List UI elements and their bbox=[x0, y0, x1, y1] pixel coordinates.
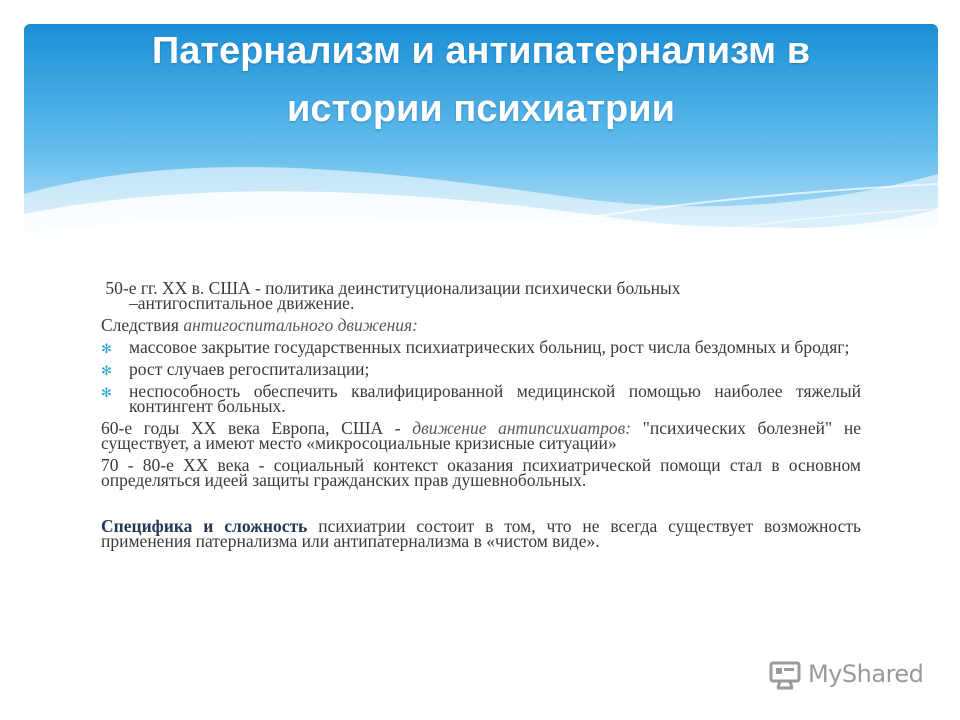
p1-line2: –антигоспитальное движение. bbox=[129, 293, 355, 313]
watermark-logo bbox=[768, 656, 923, 692]
p3-rest: "психических болезней" не существует, а имеют место «микросоциальные кризисные ситуации» bbox=[101, 418, 861, 453]
slide-body bbox=[101, 278, 861, 556]
p2-italic: антигоспитального движения: bbox=[183, 315, 418, 335]
paragraph-consequences bbox=[101, 315, 861, 335]
paragraph-60s bbox=[101, 418, 861, 453]
bullet-star-icon: ✻ bbox=[101, 363, 112, 378]
slide-title bbox=[24, 22, 938, 138]
paragraph-50s bbox=[101, 278, 861, 313]
p2-start: Следствия bbox=[101, 315, 184, 335]
paragraph-70s bbox=[101, 455, 861, 490]
title-line-2: истории психиатрии bbox=[287, 88, 675, 130]
watermark-text: MyShared bbox=[808, 660, 924, 688]
p4-text: 70 - 80-е XX века - социальный контекст оказания психиатрической помощи стал в основном определяться идеей защиты гражданских прав душевнобольных. bbox=[101, 455, 861, 490]
bullet-text: массовое закрытие государственных психиатрических больниц, рост числа бездомных и бродяг; bbox=[129, 337, 850, 357]
p3-start: 60-е годы XX века Европа, США - bbox=[101, 418, 413, 438]
title-line-1: Патернализм и антипатернализм в bbox=[151, 30, 811, 72]
paragraph-specifics bbox=[101, 516, 861, 551]
bullet-item bbox=[101, 381, 861, 416]
bullet-item bbox=[101, 337, 861, 357]
p3-italic: движение антипсихиатров: bbox=[412, 418, 632, 438]
bullet-item bbox=[101, 359, 861, 379]
bullet-star-icon: ✻ bbox=[101, 385, 112, 400]
bullet-text: неспособность обеспечить квалифицированной медицинской помощью наиболее тяжелый контингент больных. bbox=[129, 381, 861, 416]
bullet-text: рост случаев регоспитализации; bbox=[129, 359, 370, 379]
myshared-logo-icon bbox=[768, 657, 802, 691]
p5-bold: Специфика и сложность bbox=[101, 516, 308, 536]
p5-rest: психиатрии состоит в том, что не всегда существует возможность применения патернализма или антипатернализма в «чистом виде». bbox=[101, 516, 861, 551]
bullet-star-icon: ✻ bbox=[101, 341, 112, 356]
p1-line1: 50-е гг. XX в. США - политика деинституционализации психически больных bbox=[105, 278, 681, 298]
